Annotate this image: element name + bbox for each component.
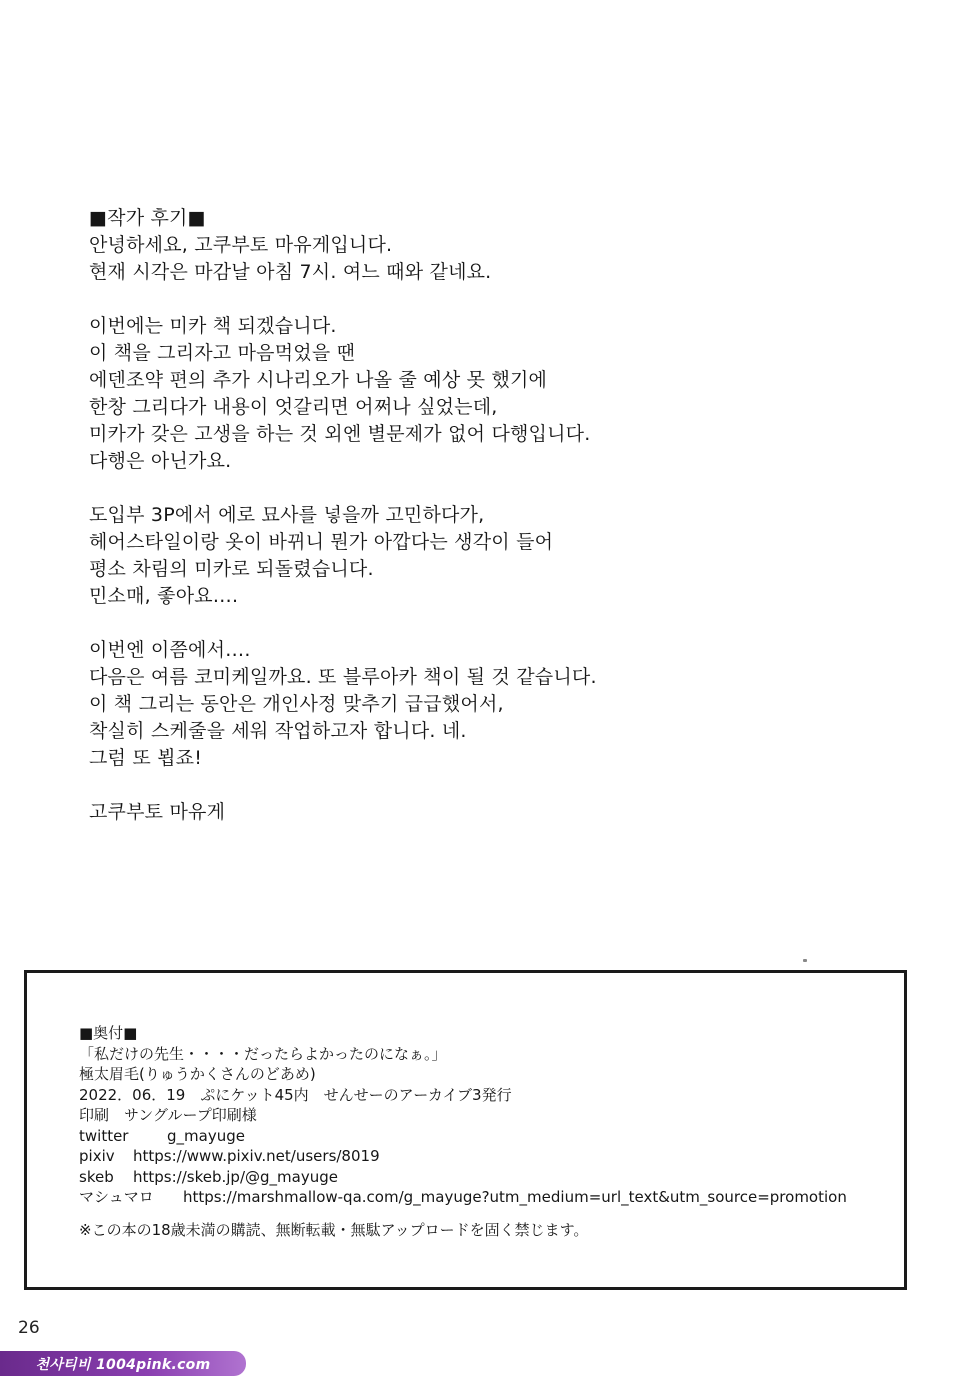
afterword (89, 205, 869, 826)
link-label: pixiv (79, 1147, 115, 1165)
afterword-line: 평소 차림의 미카로 되돌렸습니다. (89, 558, 374, 580)
link-row-skeb (79, 1167, 899, 1188)
afterword-line: 이 책을 그리자고 마음먹었을 땐 (89, 342, 356, 364)
link-label: マシュマロ (79, 1188, 154, 1206)
afterword-line: 한창 그리다가 내용이 엇갈리면 어쩌나 싶었는데, (89, 396, 498, 418)
author-signature: 고쿠부토 마유게 (89, 801, 226, 823)
twitter-link[interactable]: g_mayuge (167, 1126, 245, 1145)
page-number: 26 (18, 1318, 40, 1338)
colophon-heading: ■奥付■ (79, 1024, 138, 1042)
afterword-line: 착실히 스케줄을 세워 작업하고자 합니다. 네. (89, 720, 467, 742)
afterword-line: 그럼 또 뵙죠! (89, 747, 203, 769)
colophon-box (24, 970, 907, 1290)
afterword-heading: ■작가 후기■ (89, 207, 206, 229)
afterword-line: 이 책 그리는 동안은 개인사정 맞추기 급급했어서, (89, 693, 504, 715)
skeb-link[interactable]: https://skeb.jp/@g_mayuge (133, 1167, 338, 1186)
afterword-line: 민소매, 좋아요…. (89, 585, 239, 607)
afterword-line: 도입부 3P에서 에로 묘사를 넣을까 고민하다가, (89, 504, 485, 526)
pixiv-link[interactable]: https://www.pixiv.net/users/8019 (133, 1147, 380, 1165)
paragraph-gap (89, 610, 869, 637)
age-restriction-notice: ※この本の18歳未満の購読、無断転載・無駄アップロードを固く禁じます。 (79, 1220, 589, 1239)
link-label: skeb (79, 1167, 114, 1186)
afterword-line: 다행은 아닌가요. (89, 450, 232, 472)
site-watermark[interactable] (0, 1351, 246, 1376)
link-row-pixiv (79, 1146, 899, 1167)
scan-speck (803, 959, 807, 962)
afterword-line: 미카가 갖은 고생을 하는 것 외엔 별문제가 없어 다행입니다. (89, 423, 591, 445)
watermark-text: 천사티비 1004pink.com (35, 1356, 211, 1373)
circle-name: 極太眉毛(りゅうかくさんのどあめ) (79, 1065, 316, 1083)
printer-info: 印刷 サングループ印刷様 (79, 1106, 257, 1124)
colophon (79, 1023, 899, 1240)
link-row-marshmallow (79, 1187, 899, 1208)
afterword-line: 현재 시각은 마감날 아침 7시. 여느 때와 같네요. (89, 261, 492, 283)
afterword-line: 안녕하세요, 고쿠부토 마유게입니다. (89, 234, 393, 256)
paragraph-gap (89, 475, 869, 502)
afterword-line: 이번에는 미카 책 되겠습니다. (89, 315, 337, 337)
paragraph-gap (89, 286, 869, 313)
paragraph-gap (89, 772, 869, 799)
afterword-line: 이번엔 이쯤에서…. (89, 639, 251, 661)
afterword-line: 에덴조약 편의 추가 시나리오가 나올 줄 예상 못 했기에 (89, 369, 548, 391)
afterword-line: 다음은 여름 코미케일까요. 또 블루아카 책이 될 것 같습니다. (89, 666, 597, 688)
marshmallow-link[interactable]: https://marshmallow-qa.com/g_mayuge?utm_medium=url_text&utm_source=promotion (183, 1188, 847, 1206)
publish-info: 2022．06．19 ぷにケット45内 せんせーのアーカイブ3発行 (79, 1085, 512, 1104)
link-row-twitter (79, 1126, 899, 1147)
link-label: twitter (79, 1126, 129, 1145)
afterword-line: 헤어스타일이랑 옷이 바뀌니 뭔가 아깝다는 생각이 들어 (89, 531, 554, 553)
book-title: 「私だけの先生・・・・だったらよかったのになぁ。」 (79, 1044, 447, 1063)
